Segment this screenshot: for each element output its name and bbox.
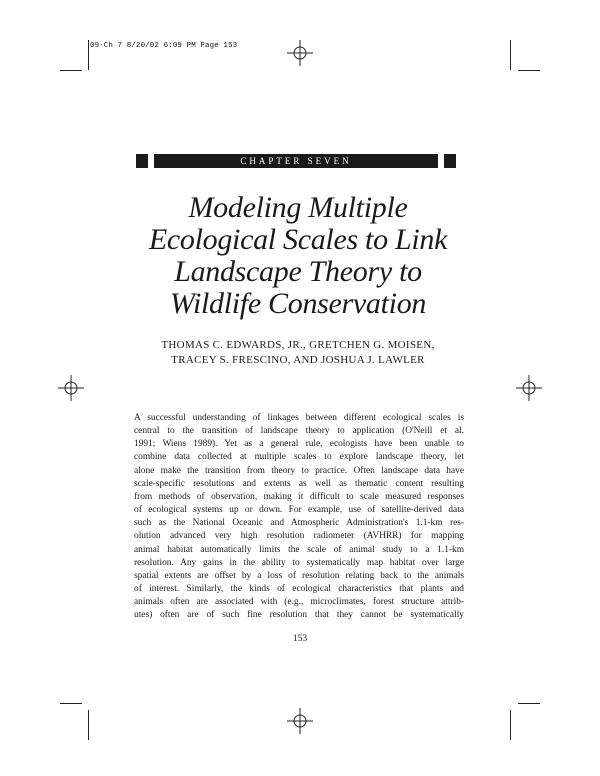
body-line: 1991; Wiens 1989). Yet as a general rule, ecologists have been unable to — [134, 439, 464, 450]
crop-mark — [518, 703, 540, 704]
crop-mark — [88, 710, 89, 740]
chapter-banner — [136, 154, 456, 168]
crop-mark — [518, 70, 540, 71]
crop-mark — [88, 40, 89, 70]
author-line: THOMAS C. EDWARDS, JR., GRETCHEN G. MOISEN, — [161, 339, 435, 351]
body-line: A successful understanding of linkages between different ecological scales is — [134, 413, 464, 423]
printer-slug: 09-Ch 7 8/20/02 6:09 PM Page 153 — [90, 42, 238, 50]
crop-mark — [60, 70, 82, 71]
chapter-banner-right-block — [444, 154, 456, 168]
crop-mark — [60, 703, 82, 704]
body-line: spatial extents are offset by a loss of resolution relating back to the animals — [134, 570, 464, 581]
author-list — [100, 338, 496, 368]
body-line: from methods of observation, making it difficult to scale measured responses — [134, 491, 464, 502]
title-line: Ecological Scales to Link — [148, 223, 448, 256]
body-line: of interest. Similarly, the kinds of ecological characteristics that plants and — [134, 584, 464, 595]
page-number: 153 — [292, 634, 308, 644]
body-paragraph — [134, 412, 464, 623]
body-line: combine data collected at multiple scales to explore landscape theory, let — [134, 452, 464, 463]
body-line: alone make the transition from theory to practice. Often landscape data have — [134, 465, 464, 476]
registration-mark-bottom — [287, 708, 313, 734]
body-line: utes) often are of such fine resolution that they cannot be systematically — [134, 610, 464, 621]
title-line: Landscape Theory to — [174, 255, 422, 288]
body-line: olution advanced very high resolution radiometer (AVHRR) for mapping — [134, 531, 464, 542]
registration-mark-top — [287, 40, 313, 66]
registration-mark-right — [516, 375, 542, 401]
body-line: resolution. Any gains in the ability to systematically map habitat over large — [134, 557, 464, 568]
registration-mark-left — [58, 375, 84, 401]
title-line: Modeling Multiple — [188, 191, 408, 224]
chapter-title — [100, 192, 496, 320]
body-line: central to the transition of landscape theory to application (O'Neill et al. — [134, 426, 464, 437]
body-line: animals often are associated with (e.g., microclimates, forest structure attrib- — [134, 597, 464, 608]
body-line: animal habitat automatically limits the scale of animal study to a 1.1-km — [134, 544, 464, 555]
crop-mark — [510, 40, 511, 70]
chapter-label: CHAPTER SEVEN — [154, 154, 438, 168]
body-line: such as the National Oceanic and Atmospheric Administration's 1.1-km res- — [134, 518, 464, 529]
crop-mark — [510, 710, 511, 740]
chapter-banner-left-block — [136, 154, 148, 168]
body-line: scale-specific resolutions and extents as well as thematic content resulting — [134, 478, 464, 489]
author-line: TRACEY S. FRESCINO, AND JOSHUA J. LAWLER — [171, 354, 425, 366]
title-line: Wildlife Conservation — [169, 287, 427, 320]
body-line: of ecological systems up or down. For example, use of satellite-derived data — [134, 505, 464, 516]
